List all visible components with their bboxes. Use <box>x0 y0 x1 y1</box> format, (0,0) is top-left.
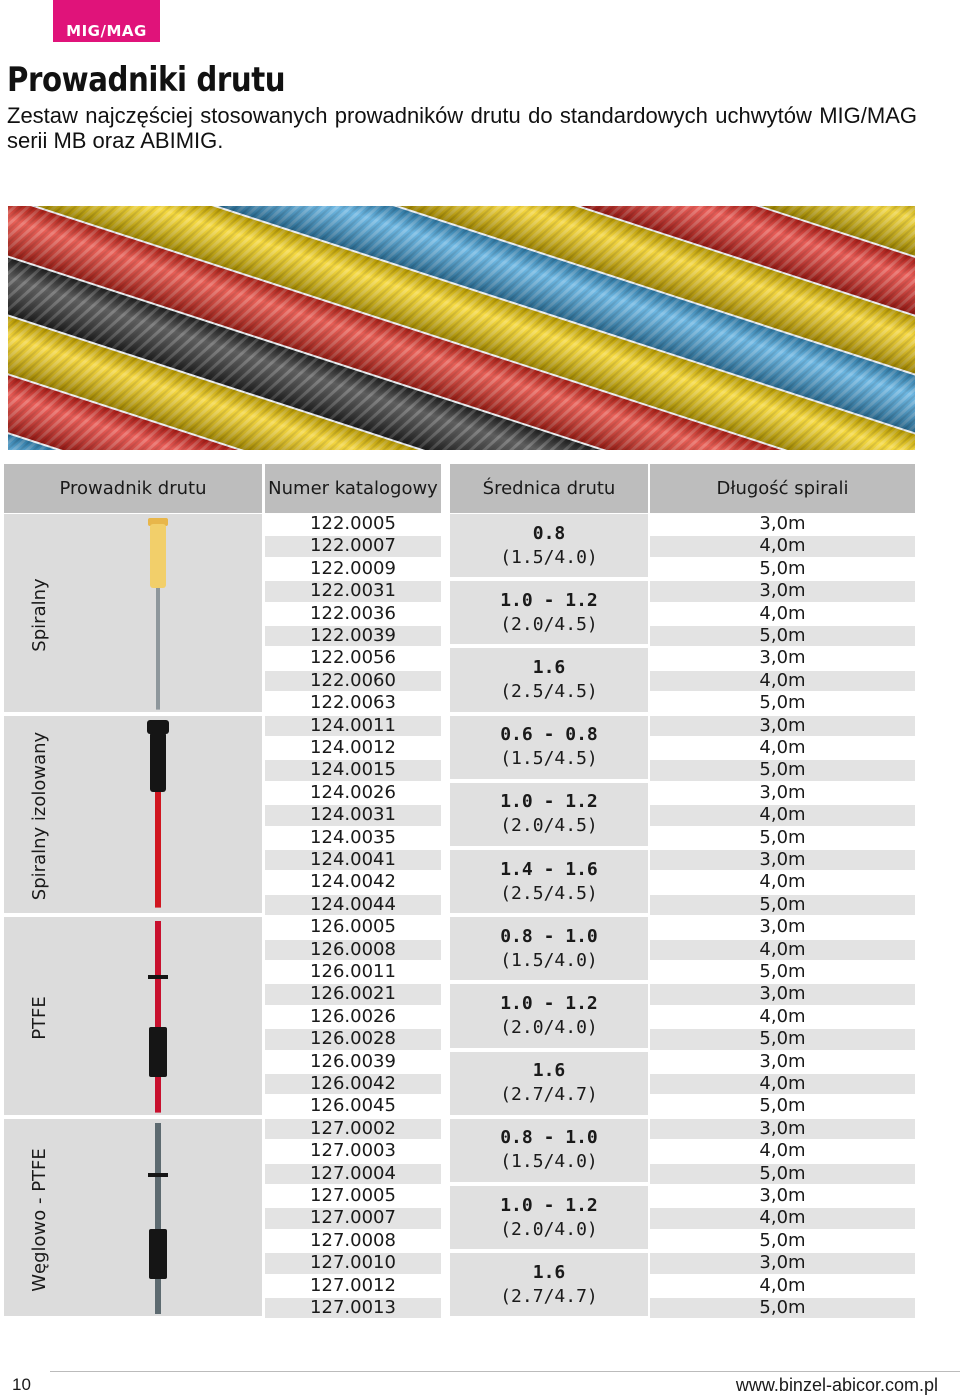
liner-length: 3,0m <box>759 647 806 669</box>
liner-length: 4,0m <box>759 602 806 624</box>
page-number: 10 <box>12 1375 31 1394</box>
diameter-liner-size: (2.7/4.7) <box>500 1285 598 1307</box>
diameter-liner-size: (1.5/4.0) <box>500 1151 598 1173</box>
catalog-number: 126.0005 <box>310 916 396 938</box>
diameter-value: 1.0 - 1.2 <box>500 791 598 813</box>
liner-photo-image <box>8 206 915 450</box>
catalog-number: 127.0003 <box>310 1140 396 1162</box>
diameter-group <box>450 850 648 913</box>
diameter-value: 0.6 - 0.8 <box>500 724 598 746</box>
catalog-number: 126.0028 <box>310 1028 396 1050</box>
catalog-number: 122.0031 <box>310 580 396 602</box>
diameter-value: 0.8 - 1.0 <box>500 925 598 947</box>
header-diameter: Średnica drutu <box>450 464 648 513</box>
liner-length: 3,0m <box>759 916 806 938</box>
liner-illustration <box>143 518 173 710</box>
liner-length: 5,0m <box>759 759 806 781</box>
header-liner: Prowadnik drutu <box>4 464 262 513</box>
diameter-liner-size: (2.0/4.0) <box>500 1218 598 1240</box>
diameter-value: 0.8 - 1.0 <box>500 1127 598 1149</box>
catalog-number: 124.0044 <box>310 893 396 915</box>
page-title: Prowadniki drutu <box>7 60 286 100</box>
liner-length: 4,0m <box>759 1140 806 1162</box>
liner-length: 5,0m <box>759 1162 806 1184</box>
header-catalog: Numer katalogowy <box>265 464 441 513</box>
liner-illustration <box>143 720 173 912</box>
diameter-group <box>450 1253 648 1316</box>
diameter-group <box>450 1186 648 1249</box>
catalog-number: 124.0012 <box>310 737 396 758</box>
liner-length: 5,0m <box>759 1028 806 1050</box>
diameter-liner-size: (2.0/4.5) <box>500 613 598 635</box>
diameter-group <box>450 716 648 779</box>
catalog-number: 122.0060 <box>310 669 396 691</box>
liner-length: 5,0m <box>759 1229 806 1251</box>
diameter-value: 0.8 <box>532 522 566 544</box>
catalog-number: 126.0045 <box>310 1095 396 1117</box>
header-length: Długość spirali <box>650 464 915 513</box>
liner-length: 5,0m <box>759 557 806 579</box>
intro-text: Zestaw najczęściej stosowanych prowadników drutu do standardowych uchwytów MIG/MAG serii MB oraz ABIMIG. <box>7 103 917 153</box>
liner-length: 4,0m <box>759 1207 806 1229</box>
catalog-number: 124.0041 <box>310 849 396 870</box>
liner-length: 5,0m <box>759 1095 806 1117</box>
diameter-group <box>450 648 648 711</box>
liner-length: 3,0m <box>759 781 806 803</box>
diameter-value: 1.6 <box>532 1261 566 1283</box>
diameter-liner-size: (2.0/4.5) <box>500 815 598 837</box>
liner-length: 3,0m <box>759 983 806 1005</box>
footer-divider <box>50 1371 960 1372</box>
catalog-number: 127.0010 <box>310 1252 396 1274</box>
section-badge: MIG/MAG <box>53 0 160 42</box>
catalog-number: 122.0056 <box>310 647 396 669</box>
category-label: Spiralny <box>29 578 50 652</box>
diameter-group <box>450 581 648 644</box>
catalog-number: 126.0042 <box>310 1073 396 1094</box>
diameter-liner-size: (1.5/4.5) <box>500 748 598 770</box>
diameter-liner-size: (2.5/4.5) <box>500 882 598 904</box>
catalog-number: 126.0021 <box>310 983 396 1005</box>
liner-length: 4,0m <box>759 737 806 758</box>
liner-photo <box>8 206 915 450</box>
catalog-number: 126.0011 <box>310 961 396 982</box>
liner-length: 3,0m <box>759 1050 806 1072</box>
category-label: PTFE <box>29 996 50 1040</box>
liner-length: 5,0m <box>759 826 806 848</box>
catalog-number: 122.0005 <box>310 513 396 534</box>
catalog-number: 124.0031 <box>310 804 396 826</box>
catalog-number: 124.0026 <box>310 781 396 803</box>
liner-illustration <box>143 921 173 1113</box>
liner-length: 4,0m <box>759 1073 806 1094</box>
liner-length: 5,0m <box>759 1297 806 1318</box>
catalog-number: 127.0013 <box>310 1297 396 1318</box>
liner-length: 3,0m <box>759 580 806 602</box>
catalog-number: 122.0007 <box>310 535 396 557</box>
diameter-value: 1.4 - 1.6 <box>500 858 598 880</box>
category-label: Węglowo - PTFE <box>29 1147 50 1292</box>
catalog-number: 122.0063 <box>310 692 396 714</box>
liner-length: 5,0m <box>759 893 806 915</box>
liner-length: 3,0m <box>759 1252 806 1274</box>
liner-length: 4,0m <box>759 669 806 691</box>
diameter-value: 1.0 - 1.2 <box>500 589 598 611</box>
liner-length: 3,0m <box>759 1185 806 1206</box>
diameter-value: 1.6 <box>532 656 566 678</box>
catalog-number: 124.0042 <box>310 871 396 893</box>
diameter-group <box>450 514 648 577</box>
catalog-number: 127.0008 <box>310 1229 396 1251</box>
diameter-value: 1.6 <box>532 1060 566 1082</box>
liner-length: 3,0m <box>759 714 806 736</box>
catalog-number: 127.0007 <box>310 1207 396 1229</box>
liner-length: 4,0m <box>759 1274 806 1296</box>
liner-length: 3,0m <box>759 513 806 534</box>
diameter-group <box>450 1119 648 1182</box>
liner-length: 4,0m <box>759 1005 806 1027</box>
catalog-number: 127.0004 <box>310 1162 396 1184</box>
liner-length: 4,0m <box>759 938 806 960</box>
website-url: www.binzel-abicor.com.pl <box>735 1375 938 1395</box>
diameter-group <box>450 1052 648 1115</box>
catalog-number: 122.0009 <box>310 557 396 579</box>
catalog-number: 122.0036 <box>310 602 396 624</box>
diameter-liner-size: (2.7/4.7) <box>500 1084 598 1106</box>
liner-length: 5,0m <box>759 692 806 714</box>
diameter-liner-size: (1.5/4.0) <box>500 949 598 971</box>
catalog-number: 127.0005 <box>310 1185 396 1206</box>
liner-length: 5,0m <box>759 625 806 646</box>
category-label: Spiralny izolowany <box>29 732 50 901</box>
liner-length: 4,0m <box>759 804 806 826</box>
catalog-number: 126.0039 <box>310 1050 396 1072</box>
liner-length: 3,0m <box>759 849 806 870</box>
diameter-value: 1.0 - 1.2 <box>500 992 598 1014</box>
liner-length: 4,0m <box>759 871 806 893</box>
catalog-number: 122.0039 <box>310 625 396 646</box>
catalog-number: 127.0002 <box>310 1117 396 1139</box>
liner-length: 5,0m <box>759 961 806 982</box>
catalog-number: 126.0008 <box>310 938 396 960</box>
diameter-group <box>450 984 648 1047</box>
diameter-liner-size: (2.0/4.0) <box>500 1016 598 1038</box>
catalog-number: 124.0035 <box>310 826 396 848</box>
liner-length: 3,0m <box>759 1117 806 1139</box>
diameter-value: 1.0 - 1.2 <box>500 1194 598 1216</box>
catalog-number: 124.0011 <box>310 714 396 736</box>
diameter-group <box>450 783 648 846</box>
catalog-number: 126.0026 <box>310 1005 396 1027</box>
diameter-group <box>450 917 648 980</box>
diameter-liner-size: (2.5/4.5) <box>500 680 598 702</box>
catalog-number: 127.0012 <box>310 1274 396 1296</box>
diameter-liner-size: (1.5/4.0) <box>500 546 598 568</box>
catalog-number: 124.0015 <box>310 759 396 781</box>
liner-length: 4,0m <box>759 535 806 557</box>
liner-illustration <box>143 1123 173 1315</box>
